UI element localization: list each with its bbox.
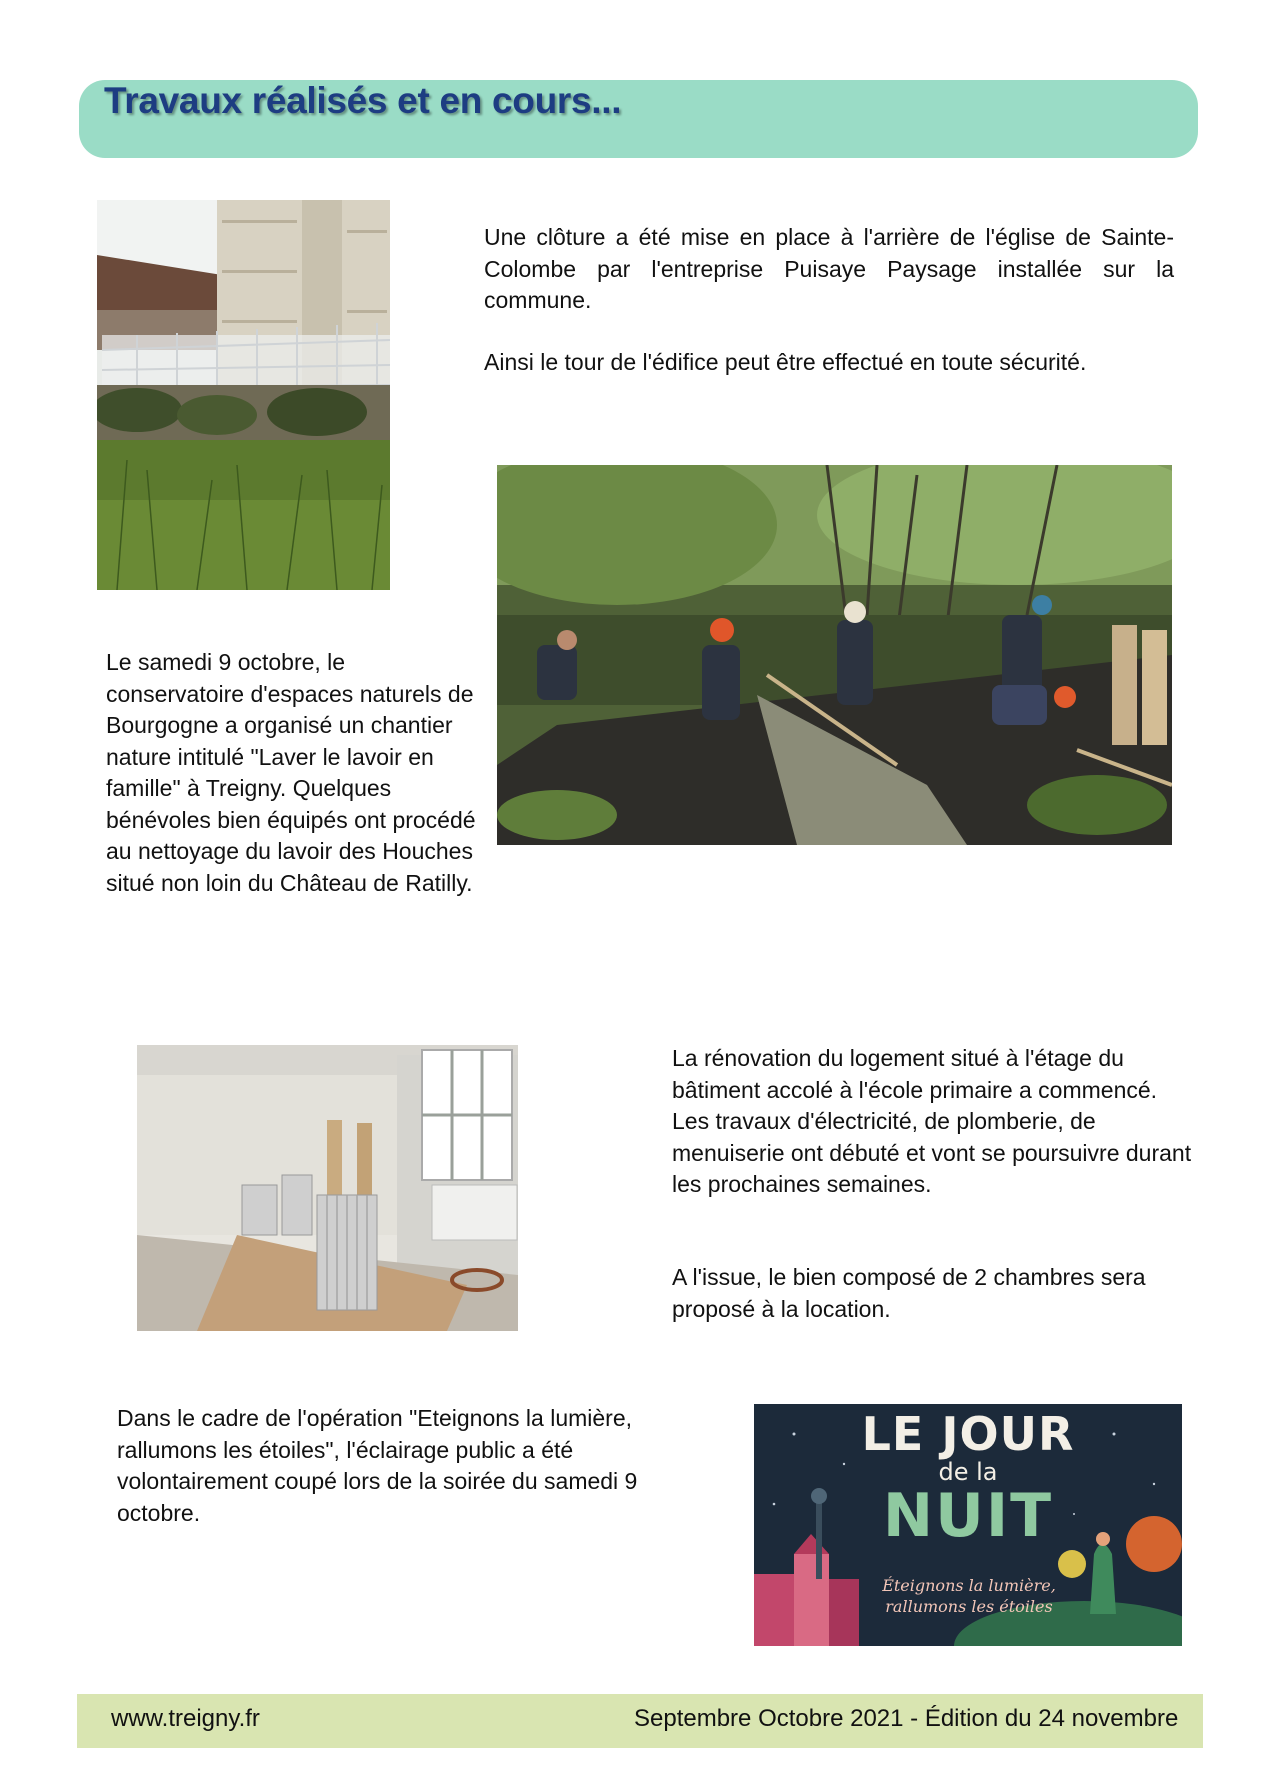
poster-tagline-2: rallumons les étoiles [885,1597,1053,1616]
jour-de-la-nuit-poster [754,1404,1182,1646]
renovation-room-photo [137,1045,518,1331]
poster-title-line2: de la [938,1458,998,1486]
poster-title-line3: NUIT [882,1481,1054,1551]
footer-edition: Septembre Octobre 2021 - Édition du 24 novembre [634,1705,1179,1732]
fence-paragraph-2: Ainsi le tour de l'édifice peut être effectué en toute sécurité. [484,349,1087,375]
lavoir-paragraph: Le samedi 9 octobre, le conservatoire d'espaces naturels de Bourgogne a organisé un chantier nature intitulé "Laver le lavoir en famille" à Treigny. Quelques bénévoles bien équipés ont procédé au nettoyage du lavoir des Houches situé non loin du Château de Ratilly. [106,649,476,896]
footer-website: www.treigny.fr [111,1705,260,1732]
fence-paragraph: Une clôture a été mise en place à l'arrière de l'église de Sainte-Colombe par l'entreprise Puisaye Paysage installée sur la commune. [484,224,1174,313]
logement-paragraph-2: A l'issue, le bien composé de 2 chambres sera proposé à la location. [672,1264,1146,1322]
page-title: Travaux réalisés et en cours... [104,80,622,121]
lavoir-cleaning-photo [497,465,1172,845]
poster-tagline-1: Éteignons la lumière, [882,1576,1056,1595]
church-fence-photo [97,200,390,590]
eclairage-paragraph: Dans le cadre de l'opération "Eteignons la lumière, rallumons les étoiles", l'éclairage public a été volontairement coupé lors de la soirée du samedi 9 octobre. [117,1405,638,1526]
poster-title-line1: LE JOUR [861,1407,1075,1461]
logement-paragraph: La rénovation du logement situé à l'étage du bâtiment accolé à l'école primaire a commencé. Les travaux d'électricité, de plomberie, de menuiserie ont débuté et vont se poursuivre durant les prochaines semaines. [672,1045,1192,1197]
